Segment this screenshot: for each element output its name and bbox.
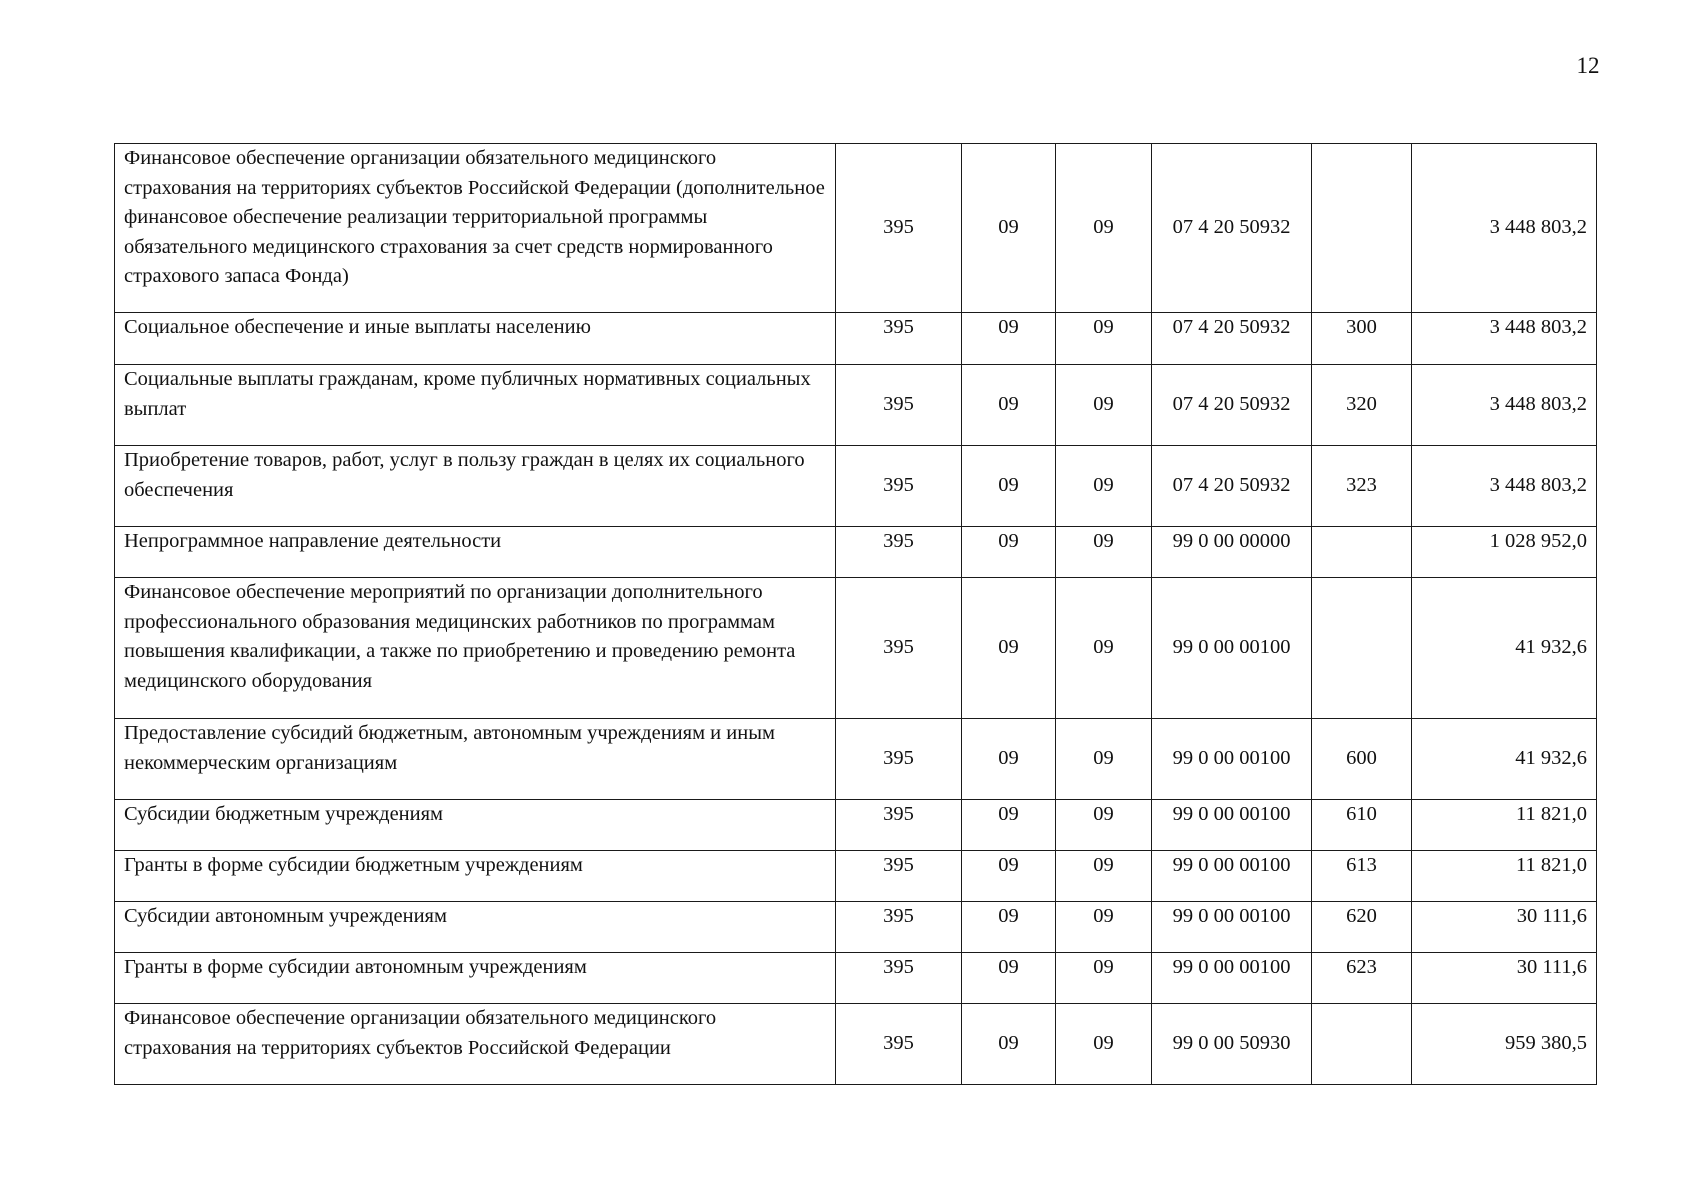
row-rz: 09: [962, 578, 1056, 719]
table-body: [115, 144, 1597, 1085]
row-name: Финансовое обеспечение мероприятий по организации дополнительного профессионального образования медицинских работников по программам повышения квалификации, а также по приобретению и проведению ремонта медицинского оборудования: [115, 578, 836, 719]
row-csr: 99 0 00 00100: [1152, 851, 1312, 902]
row-name: Финансовое обеспечение организации обязательного медицинского страхования на территориях субъектов Российской Федерации: [115, 1004, 836, 1085]
row-gr: 395: [836, 902, 962, 953]
row-rz: 09: [962, 953, 1056, 1004]
row-sum: 959 380,5: [1412, 1004, 1597, 1085]
row-gr: 395: [836, 953, 962, 1004]
row-vr: 300: [1312, 313, 1412, 365]
row-gr: 395: [836, 1004, 962, 1085]
row-pr: 09: [1056, 313, 1152, 365]
table-row: [115, 144, 1597, 313]
row-pr: 09: [1056, 1004, 1152, 1085]
row-sum: 3 448 803,2: [1412, 365, 1597, 446]
row-sum: 1 028 952,0: [1412, 527, 1597, 578]
row-name: Непрограммное направление деятельности: [115, 527, 836, 578]
row-sum: 30 111,6: [1412, 953, 1597, 1004]
row-name: Социальное обеспечение и иные выплаты населению: [115, 313, 836, 365]
row-pr: 09: [1056, 902, 1152, 953]
row-rz: 09: [962, 719, 1056, 800]
row-pr: 09: [1056, 365, 1152, 446]
row-csr: 99 0 00 50930: [1152, 1004, 1312, 1085]
row-csr: 99 0 00 00100: [1152, 578, 1312, 719]
row-gr: 395: [836, 446, 962, 527]
row-gr: 395: [836, 578, 962, 719]
row-gr: 395: [836, 365, 962, 446]
table-row: [115, 365, 1597, 446]
row-vr: 320: [1312, 365, 1412, 446]
row-vr: 610: [1312, 800, 1412, 851]
row-csr: 07 4 20 50932: [1152, 144, 1312, 313]
row-sum: 41 932,6: [1412, 578, 1597, 719]
row-name: Предоставление субсидий бюджетным, автономным учреждениям и иным некоммерческим организациям: [115, 719, 836, 800]
row-sum: 41 932,6: [1412, 719, 1597, 800]
row-csr: 07 4 20 50932: [1152, 365, 1312, 446]
row-gr: 395: [836, 144, 962, 313]
row-csr: 99 0 00 00100: [1152, 800, 1312, 851]
row-csr: 07 4 20 50932: [1152, 446, 1312, 527]
row-name: Гранты в форме субсидии автономным учреждениям: [115, 953, 836, 1004]
table-row: [115, 902, 1597, 953]
row-vr: 613: [1312, 851, 1412, 902]
row-sum: 3 448 803,2: [1412, 446, 1597, 527]
row-gr: 395: [836, 313, 962, 365]
row-vr: [1312, 527, 1412, 578]
row-csr: 99 0 00 00000: [1152, 527, 1312, 578]
table-row: [115, 527, 1597, 578]
row-pr: 09: [1056, 578, 1152, 719]
table-row: [115, 851, 1597, 902]
row-csr: 99 0 00 00100: [1152, 953, 1312, 1004]
row-rz: 09: [962, 313, 1056, 365]
table-row: [115, 953, 1597, 1004]
row-vr: 623: [1312, 953, 1412, 1004]
row-csr: 07 4 20 50932: [1152, 313, 1312, 365]
row-rz: 09: [962, 1004, 1056, 1085]
row-pr: 09: [1056, 527, 1152, 578]
row-vr: [1312, 578, 1412, 719]
row-name: Субсидии бюджетным учреждениям: [115, 800, 836, 851]
row-name: Гранты в форме субсидии бюджетным учреждениям: [115, 851, 836, 902]
row-vr: 600: [1312, 719, 1412, 800]
row-name: Субсидии автономным учреждениям: [115, 902, 836, 953]
row-rz: 09: [962, 446, 1056, 527]
row-csr: 99 0 00 00100: [1152, 902, 1312, 953]
table-row: [115, 1004, 1597, 1085]
budget-table: [114, 143, 1597, 1085]
row-rz: 09: [962, 144, 1056, 313]
row-pr: 09: [1056, 953, 1152, 1004]
row-csr: 99 0 00 00100: [1152, 719, 1312, 800]
row-name: Приобретение товаров, работ, услуг в пользу граждан в целях их социального обеспечения: [115, 446, 836, 527]
row-sum: 11 821,0: [1412, 851, 1597, 902]
row-vr: 620: [1312, 902, 1412, 953]
row-rz: 09: [962, 851, 1056, 902]
row-gr: 395: [836, 800, 962, 851]
row-vr: 323: [1312, 446, 1412, 527]
row-rz: 09: [962, 527, 1056, 578]
row-name: Социальные выплаты гражданам, кроме публичных нормативных социальных выплат: [115, 365, 836, 446]
table-row: [115, 719, 1597, 800]
row-gr: 395: [836, 851, 962, 902]
row-vr: [1312, 1004, 1412, 1085]
row-sum: 3 448 803,2: [1412, 144, 1597, 313]
row-sum: 11 821,0: [1412, 800, 1597, 851]
row-pr: 09: [1056, 144, 1152, 313]
table-row: [115, 578, 1597, 719]
page-number: 12: [1576, 53, 1600, 78]
row-pr: 09: [1056, 446, 1152, 527]
row-name: Финансовое обеспечение организации обязательного медицинского страхования на территориях субъектов Российской Федерации (дополнительное финансовое обеспечение реализации территориальной программы обязательного медицинского страхования за счет средств нормированного страхового запаса Фонда): [115, 144, 836, 313]
row-vr: [1312, 144, 1412, 313]
row-gr: 395: [836, 527, 962, 578]
row-sum: 30 111,6: [1412, 902, 1597, 953]
row-pr: 09: [1056, 851, 1152, 902]
row-pr: 09: [1056, 719, 1152, 800]
row-gr: 395: [836, 719, 962, 800]
row-rz: 09: [962, 365, 1056, 446]
table-row: [115, 313, 1597, 365]
row-sum: 3 448 803,2: [1412, 313, 1597, 365]
table-row: [115, 446, 1597, 527]
row-rz: 09: [962, 902, 1056, 953]
row-rz: 09: [962, 800, 1056, 851]
row-pr: 09: [1056, 800, 1152, 851]
table-row: [115, 800, 1597, 851]
